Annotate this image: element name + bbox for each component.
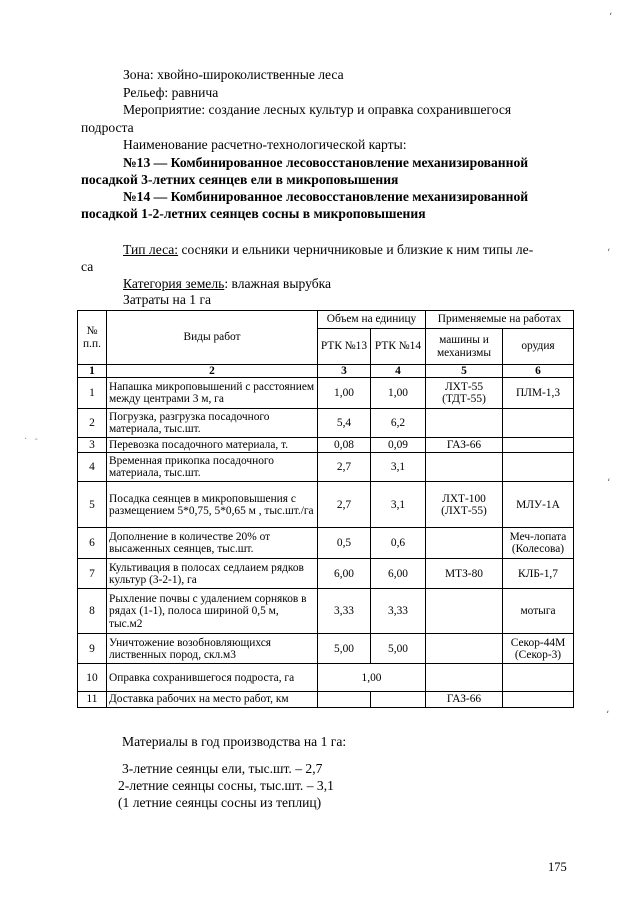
row-tools (503, 664, 574, 692)
table-row (78, 453, 574, 482)
row-volume-rtk14: 6,2 (371, 409, 426, 438)
row-volume-rtk13: 0,08 (318, 438, 371, 453)
table-row (78, 438, 574, 453)
row-volume-rtk14: 0,6 (371, 528, 426, 559)
row-number: 5 (78, 482, 107, 528)
header-volume: Объем на единицу (318, 311, 426, 329)
row-work: Напашка микроповышений с расстоянием между центрами 3 м, га (107, 378, 318, 409)
row-tools: МЛУ-1А (503, 482, 574, 528)
table-row (78, 559, 574, 589)
row-volume-rtk13: 0,5 (318, 528, 371, 559)
land-category-label: Категория земель (123, 276, 225, 291)
row-volume-rtk13 (318, 692, 371, 707)
row-volume-rtk13: 5,00 (318, 634, 371, 664)
column-number: 2 (107, 365, 318, 378)
scan-mark: ʻ (607, 246, 611, 259)
row-machines: ЛХТ-100 (ЛХТ-55) (426, 482, 503, 528)
row-tools: Секор-44М (Секор-3) (503, 634, 574, 664)
row-machines (426, 528, 503, 559)
row-tools (503, 438, 574, 453)
row-volume-rtk14: 3,1 (371, 482, 426, 528)
forest-type-line (123, 242, 533, 258)
row-machines (426, 409, 503, 438)
row-volume-rtk14: 3,33 (371, 589, 426, 634)
header-rtk13: РТК №13 (318, 329, 371, 365)
scan-mark: ʻ (609, 10, 613, 23)
column-number: 3 (318, 365, 371, 378)
row-work: Уничтожение возобновляющихся лиственных пород, скл.м3 (107, 634, 318, 664)
column-number: 4 (371, 365, 426, 378)
row-tools: мотыга (503, 589, 574, 634)
forest-type-label: Тип леса: (123, 242, 179, 257)
row-volume-rtk13: 1,00 (318, 378, 371, 409)
materials-title: Материалы в год производства на 1 га: (122, 734, 347, 749)
works-table (77, 310, 574, 708)
materials-item: 3-летние сеянцы ели, тыс.шт. – 2,7 (122, 761, 323, 776)
row-work: Культивация в полосах седлаием рядков культур (3-2-1), га (107, 559, 318, 589)
row-work: Перевозка посадочного материала, т. (107, 438, 318, 453)
forest-type-cont: са (81, 259, 94, 274)
row-number: 10 (78, 664, 107, 692)
row-number: 4 (78, 453, 107, 482)
row-machines: ГАЗ-66 (426, 692, 503, 707)
table-row (78, 409, 574, 438)
row-machines: ЛХТ-55 (ТДТ-55) (426, 378, 503, 409)
header-tools: орудия (503, 329, 574, 365)
column-number: 6 (503, 365, 574, 378)
table-row (78, 692, 574, 707)
scan-mark: · - (24, 434, 40, 445)
card13-line-2: посадкой 3-летних сеянцев ели в микроповышения (81, 172, 399, 187)
land-category-value: : влажная вырубка (224, 276, 332, 291)
row-tools: КЛБ-1,7 (503, 559, 574, 589)
row-machines: ГАЗ-66 (426, 438, 503, 453)
page-number: 175 (548, 860, 567, 874)
row-tools (503, 692, 574, 707)
row-volume-rtk13: 2,7 (318, 453, 371, 482)
table-row (78, 664, 574, 692)
table-row (78, 634, 574, 664)
row-work: Оправка сохранившегося подроста, га (107, 664, 318, 692)
table-row (78, 482, 574, 528)
table-row (78, 589, 574, 634)
row-tools (503, 453, 574, 482)
row-work: Временная прикопка посадочного материала, тыс.шт. (107, 453, 318, 482)
row-volume-rtk14: 3,1 (371, 453, 426, 482)
row-volume-rtk13: 3,33 (318, 589, 371, 634)
row-work: Посадка сеянцев в микроповышения с размещением 5*0,75, 5*0,65 м , тыс.шт./га (107, 482, 318, 528)
table-row (78, 378, 574, 409)
row-machines (426, 589, 503, 634)
row-number: 11 (78, 692, 107, 707)
table-column-numbers (78, 365, 574, 378)
header-rtk14: РТК №14 (371, 329, 426, 365)
forest-type-value: сосняки и ельники черничниковые и близкие к ним типы ле- (181, 242, 534, 257)
row-number: 1 (78, 378, 107, 409)
row-machines: МТЗ-80 (426, 559, 503, 589)
row-number: 9 (78, 634, 107, 664)
relief-line: Рельеф: равнича (123, 85, 219, 100)
card14-line-1: №14 — Комбинированное лесовосстановление механизированной (123, 189, 529, 204)
row-volume-merged: 1,00 (318, 664, 426, 692)
header-machines: машины и механизмы (426, 329, 503, 365)
column-number: 5 (426, 365, 503, 378)
row-machines (426, 664, 503, 692)
row-tools (503, 409, 574, 438)
row-number: 2 (78, 409, 107, 438)
card-title: Наименование расчетно-технологической карты: (123, 137, 407, 152)
card14-line-2: посадкой 1-2-летних сеянцев сосны в микроповышения (81, 206, 426, 221)
row-volume-rtk13: 6,00 (318, 559, 371, 589)
row-work: Дополнение в количестве 20% от высаженных сеянцев, тыс.шт. (107, 528, 318, 559)
row-work: Рыхление почвы с удалением сорняков в рядах (1-1), полоса шириной 0,5 м, тыс.м2 (107, 589, 318, 634)
scan-mark: ʻ (607, 476, 611, 489)
row-number: 6 (78, 528, 107, 559)
row-number: 8 (78, 589, 107, 634)
scan-mark: ʻ (606, 708, 610, 721)
table-row (78, 528, 574, 559)
row-volume-rtk13: 5,4 (318, 409, 371, 438)
row-volume-rtk14 (371, 692, 426, 707)
row-number: 7 (78, 559, 107, 589)
row-machines (426, 634, 503, 664)
row-tools: Меч-лопата (Колесова) (503, 528, 574, 559)
table-header-row-1 (78, 311, 574, 329)
row-work: Доставка рабочих на место работ, км (107, 692, 318, 707)
row-volume-rtk14: 6,00 (371, 559, 426, 589)
measure-line-1: Мероприятие: создание лесных культур и оправка сохранившегося (123, 102, 512, 117)
column-number: 1 (78, 365, 107, 378)
header-num: № п.п. (78, 311, 107, 365)
costs-line: Затраты на 1 га (123, 292, 212, 307)
land-category-line (123, 276, 331, 292)
row-volume-rtk13: 2,7 (318, 482, 371, 528)
row-volume-rtk14: 5,00 (371, 634, 426, 664)
row-volume-rtk14: 0,09 (371, 438, 426, 453)
materials-item: 2-летние сеянцы сосны, тыс.шт. – 3,1 (118, 778, 334, 793)
measure-line-2: подроста (81, 120, 134, 135)
row-number: 3 (78, 438, 107, 453)
zone-line: Зона: хвойно-широколиственные леса (123, 67, 344, 82)
card13-line-1: №13 — Комбинированное лесовосстановление механизированной (123, 155, 529, 170)
row-volume-rtk14: 1,00 (371, 378, 426, 409)
row-tools: ПЛМ-1,3 (503, 378, 574, 409)
header-works: Виды работ (107, 311, 318, 365)
materials-item: (1 летние сеянцы сосны из теплиц) (118, 795, 322, 810)
row-machines (426, 453, 503, 482)
header-applied: Применяемые на работах (426, 311, 574, 329)
row-work: Погрузка, разгрузка посадочного материала, тыс.шт. (107, 409, 318, 438)
